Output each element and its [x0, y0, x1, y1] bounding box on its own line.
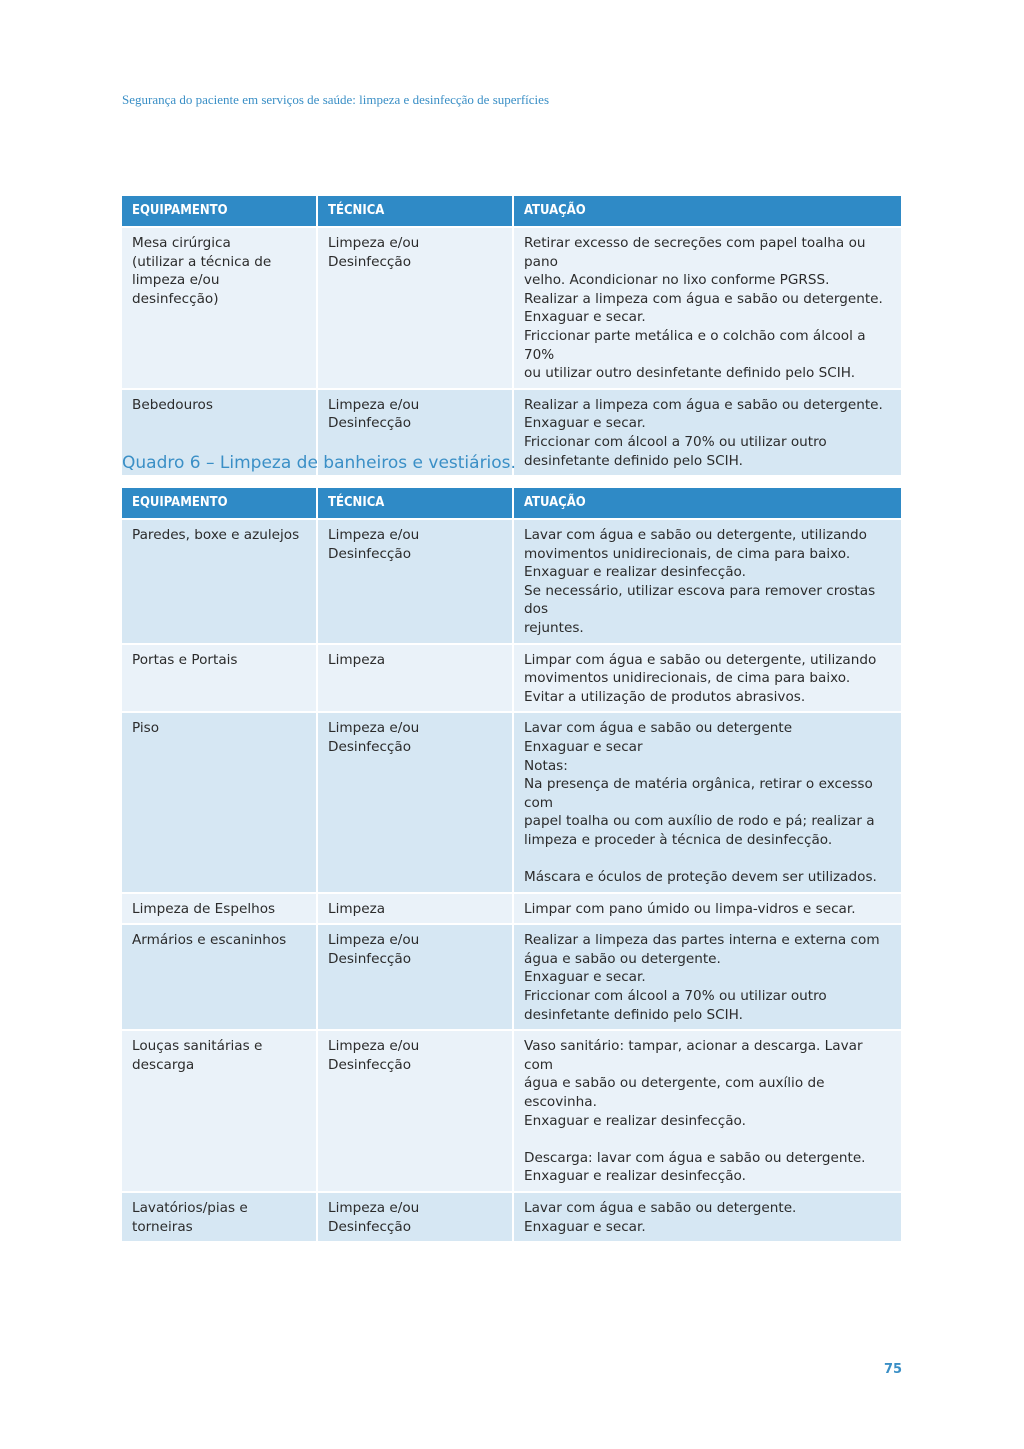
equipamento-line: (utilizar a técnica de [132, 253, 272, 270]
atuacao-line: desinfetante definido pelo SCIH. [524, 452, 743, 469]
equipamento-line: Bebedouros [132, 396, 213, 413]
atuacao-line: Enxaguar e realizar desinfecção. [524, 564, 746, 581]
atuacao-line: Notas: [524, 757, 568, 774]
atuacao-line: Lavar com água e sabão ou detergente. [524, 1200, 797, 1216]
column-header-tecnica: TÉCNICA [317, 196, 513, 227]
cell-atuacao [513, 644, 901, 713]
column-header-tecnica: TÉCNICA [317, 488, 513, 519]
table-row [122, 893, 901, 925]
atuacao-line: papel toalha ou com auxílio de rodo e pá; realizar a [524, 813, 875, 830]
atuacao-line: Limpar com pano úmido ou limpa-vidros e secar. [524, 900, 856, 917]
atuacao-line: Enxaguar e secar. [524, 309, 646, 326]
atuacao-line: Enxaguar e secar. [524, 415, 646, 432]
cleaning-table-equipment [122, 196, 901, 477]
cell-tecnica: Limpeza e/ou Desinfecção [317, 227, 513, 389]
cell-equipamento [122, 712, 317, 892]
atuacao-line: Realizar a limpeza com água e sabão ou detergente. [524, 290, 883, 307]
atuacao-line: água e sabão ou detergente, com auxílio de escovinha. [524, 1075, 825, 1111]
table-header-row [122, 196, 901, 227]
column-header-atuacao: ATUAÇÃO [513, 196, 901, 227]
cell-atuacao [513, 924, 901, 1030]
atuacao-line: Enxaguar e realizar desinfecção. [524, 1168, 746, 1185]
atuacao-line: Friccionar parte metálica e o colchão com álcool a 70% [524, 327, 866, 363]
cell-tecnica: Limpeza [317, 893, 513, 925]
table-row [122, 924, 901, 1030]
cell-atuacao [513, 519, 901, 644]
atuacao-line: Realizar a limpeza das partes interna e externa com [524, 932, 880, 949]
atuacao-line: Vaso sanitário: tampar, acionar a descarga. Lavar com [524, 1038, 863, 1073]
atuacao-line: Enxaguar e realizar desinfecção. [524, 1112, 746, 1129]
cell-tecnica: Limpeza e/ou Desinfecção [317, 1030, 513, 1192]
atuacao-line: rejuntes. [524, 619, 584, 636]
atuacao-line: Friccionar com álcool a 70% ou utilizar outro [524, 433, 827, 450]
running-header: Segurança do paciente em serviços de saúde: limpeza e desinfecção de superfícies [122, 92, 550, 107]
table-header-row [122, 488, 901, 519]
equipamento-line: Paredes, boxe e azulejos [132, 527, 300, 543]
cell-atuacao [513, 712, 901, 892]
cell-tecnica: Limpeza e/ou Desinfecção [317, 519, 513, 644]
atuacao-line: Se necessário, utilizar escova para remover crostas dos [524, 582, 876, 618]
cell-atuacao [513, 1030, 901, 1192]
cell-tecnica: Limpeza e/ou Desinfecção [317, 389, 513, 476]
atuacao-line: Descarga: lavar com água e sabão ou detergente. [524, 1149, 866, 1166]
table-row [122, 519, 901, 644]
table-row [122, 1192, 901, 1242]
atuacao-line: Retirar excesso de secreções com papel toalha ou pano [524, 235, 866, 270]
table-row [122, 227, 901, 389]
equipamento-line: Mesa cirúrgica [132, 235, 231, 251]
atuacao-line: Realizar a limpeza com água e sabão ou detergente. [524, 396, 883, 413]
equipamento-line: Armários e escaninhos [132, 932, 287, 949]
equipamento-line: Piso [132, 720, 160, 737]
atuacao-line: Limpar com água e sabão ou detergente, utilizando [524, 651, 877, 668]
table-caption: Quadro 6 – Limpeza de banheiros e vestiários. [122, 453, 516, 473]
equipamento-line: Louças sanitárias e [132, 1038, 263, 1055]
cell-equipamento [122, 893, 317, 925]
cell-equipamento [122, 1030, 317, 1192]
page-number: 75 [884, 1362, 903, 1377]
blank-line [524, 850, 892, 869]
column-header-atuacao: ATUAÇÃO [513, 488, 901, 519]
cell-tecnica: Limpeza e/ou Desinfecção [317, 712, 513, 892]
atuacao-line: movimentos unidirecionais, de cima para baixo. [524, 545, 851, 562]
atuacao-line: Evitar a utilização de produtos abrasivos. [524, 688, 806, 705]
blank-line [524, 1130, 892, 1149]
atuacao-line: limpeza e proceder à técnica de desinfecção. [524, 831, 833, 848]
equipamento-line: descarga [132, 1056, 195, 1073]
cell-tecnica: Limpeza e/ou Desinfecção [317, 924, 513, 1030]
atuacao-line: ou utilizar outro desinfetante definido pelo SCIH. [524, 365, 856, 382]
table-row [122, 1030, 901, 1192]
cell-tecnica: Limpeza e/ou Desinfecção [317, 1192, 513, 1242]
equipamento-line: Portas e Portais [132, 651, 238, 668]
atuacao-line: Máscara e óculos de proteção devem ser utilizados. [524, 869, 877, 886]
atuacao-line: Lavar com água e sabão ou detergente, utilizando [524, 527, 867, 543]
atuacao-line: movimentos unidirecionais, de cima para baixo. [524, 670, 851, 687]
cell-equipamento [122, 519, 317, 644]
atuacao-line: água e sabão ou detergente. [524, 950, 721, 967]
table-row [122, 644, 901, 713]
atuacao-line: desinfetante definido pelo SCIH. [524, 1006, 743, 1023]
cell-equipamento [122, 1192, 317, 1242]
table-row [122, 712, 901, 892]
atuacao-line: Friccionar com álcool a 70% ou utilizar outro [524, 988, 827, 1005]
atuacao-line: Lavar com água e sabão ou detergente [524, 720, 793, 737]
cell-tecnica: Limpeza [317, 644, 513, 713]
cell-atuacao [513, 893, 901, 925]
equipamento-line: Lavatórios/pias e torneiras [132, 1200, 248, 1235]
cell-atuacao [513, 227, 901, 389]
atuacao-line: velho. Acondicionar no lixo conforme PGRSS. [524, 272, 830, 289]
atuacao-line: Enxaguar e secar. [524, 1218, 646, 1235]
equipamento-line: Limpeza de Espelhos [132, 900, 276, 917]
cell-equipamento [122, 924, 317, 1030]
column-header-equipamento: EQUIPAMENTO [122, 196, 317, 227]
atuacao-line: Enxaguar e secar [524, 738, 643, 755]
column-header-equipamento: EQUIPAMENTO [122, 488, 317, 519]
atuacao-line: Na presença de matéria orgânica, retirar o excesso com [524, 776, 873, 811]
atuacao-line: Enxaguar e secar. [524, 969, 646, 986]
cell-equipamento [122, 644, 317, 713]
cell-atuacao [513, 1192, 901, 1242]
cell-equipamento [122, 227, 317, 389]
equipamento-line: limpeza e/ou desinfecção) [132, 272, 220, 307]
cleaning-table-bathrooms [122, 488, 901, 1243]
cell-atuacao [513, 389, 901, 476]
